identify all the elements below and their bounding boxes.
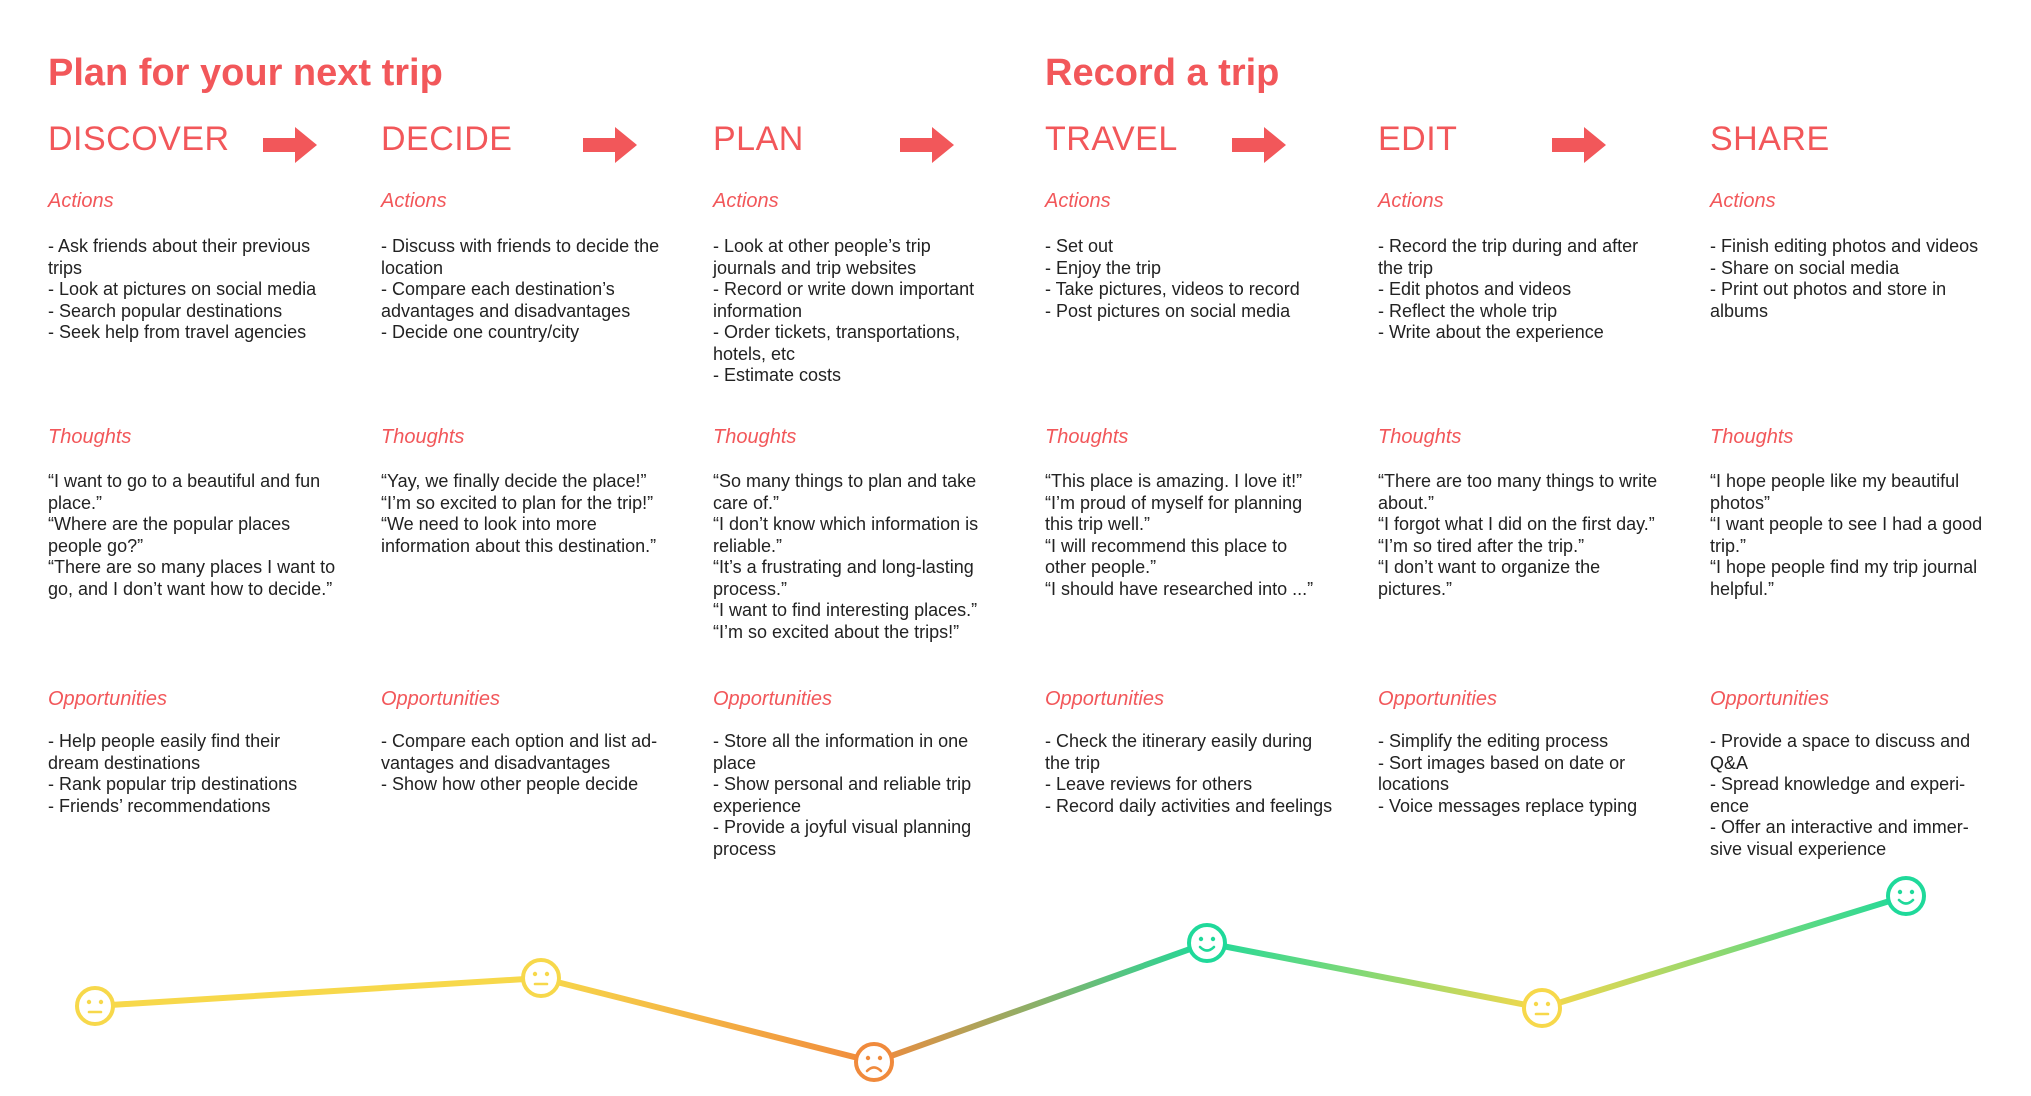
opportunities-line: locations [1378, 774, 1450, 794]
thoughts-line: “I want people to see I had a good [1710, 514, 1983, 534]
opportunities-line: - Spread knowledge and experi- [1710, 774, 1966, 794]
opportunities-line: - Compare each option and list ad- [381, 731, 658, 751]
opportunities-line: - Help people easily find their [48, 731, 281, 751]
opportunities-line: Q&A [1710, 752, 1749, 773]
actions-line: - Look at other people’s trip [713, 236, 931, 256]
actions-line: - Ask friends about their previous [48, 236, 311, 256]
stage-title-decide: DECIDE [381, 120, 513, 158]
section-title-plan: Plan for your next trip [48, 52, 443, 94]
thoughts-line: photos” [1710, 492, 1771, 513]
thoughts-line: people go?” [48, 535, 144, 556]
actions-line: - Seek help from travel agencies [48, 322, 307, 342]
thoughts-line: “I’m so tired after the trip.” [1378, 535, 1585, 556]
thoughts-label: Thoughts [1045, 426, 1129, 448]
opportunities-line: sive visual experience [1710, 838, 1887, 859]
opportunities-line: - Voice messages replace typing [1378, 795, 1638, 816]
arrow-right-icon [1232, 127, 1286, 163]
actions-label: Actions [1378, 190, 1444, 212]
thoughts-line: “I should have researched into ...” [1045, 578, 1314, 599]
thoughts-line: “I forgot what I did on the first day.” [1378, 514, 1655, 534]
opportunities-label: Opportunities [1045, 688, 1164, 710]
actions-line: - Set out [1045, 236, 1114, 256]
actions-line: the trip [1378, 257, 1434, 278]
opportunities-line: - Show personal and reliable trip [713, 774, 972, 794]
thoughts-line: this trip well.” [1045, 514, 1151, 534]
actions-line: - Decide one country/city [381, 322, 580, 342]
thoughts-line: pictures.” [1378, 578, 1453, 599]
section-title-record: Record a trip [1045, 52, 1280, 94]
thoughts-line: care of.” [713, 492, 780, 513]
thoughts-label: Thoughts [381, 426, 465, 448]
opportunities-line: process [713, 838, 777, 859]
thoughts-line: “It’s a frustrating and long-lasting [713, 557, 974, 577]
opportunities-line: - Provide a joyful visual planning [713, 817, 972, 837]
actions-line: - Estimate costs [713, 365, 842, 385]
actions-line: - Enjoy the trip [1045, 257, 1162, 278]
stage-title-edit: EDIT [1378, 120, 1458, 158]
opportunities-label: Opportunities [381, 688, 500, 710]
actions-line: - Search popular destinations [48, 300, 283, 321]
actions-label: Actions [1710, 190, 1776, 212]
arrow-right-icon [263, 127, 317, 163]
actions-line: - Record or write down important [713, 279, 975, 299]
actions-line: - Record the trip during and after [1378, 236, 1639, 256]
opportunities-line: - Show how other people decide [381, 774, 639, 794]
stage-title-share: SHARE [1710, 120, 1830, 158]
arrow-right-icon [1552, 127, 1606, 163]
actions-line: - Post pictures on social media [1045, 300, 1291, 321]
opportunities-line: the trip [1045, 752, 1101, 773]
stage-title-discover: DISCOVER [48, 120, 230, 158]
opportunities-line: place [713, 752, 757, 773]
emotion-segment [95, 978, 541, 1006]
opportunities-line: - Offer an interactive and immer- [1710, 817, 1969, 837]
thoughts-line: “There are so many places I want to [48, 557, 336, 577]
opportunities-line: vantages and disadvantages [381, 752, 611, 773]
actions-line: - Finish editing photos and videos [1710, 236, 1979, 256]
actions-line: - Reflect the whole trip [1378, 300, 1558, 321]
emotion-segment [541, 978, 874, 1062]
sad-face-icon [856, 1044, 892, 1080]
happy-face-icon [1189, 925, 1225, 961]
opportunities-line: - Rank popular trip destinations [48, 774, 298, 794]
actions-line: albums [1710, 300, 1769, 321]
emotion-segment [874, 943, 1207, 1062]
thoughts-line: “I hope people find my trip journal [1710, 557, 1978, 577]
actions-line: location [381, 257, 444, 278]
thoughts-line: “Yay, we finally decide the place!” [381, 471, 647, 491]
actions-line: - Edit photos and videos [1378, 279, 1572, 299]
opportunities-line: experience [713, 795, 802, 816]
opportunities-line: - Sort images based on date or [1378, 752, 1626, 773]
opportunities-line: - Leave reviews for others [1045, 774, 1253, 794]
thoughts-line: “I don’t want to organize the [1378, 557, 1601, 577]
actions-line: - Write about the experience [1378, 322, 1604, 342]
happy-face-icon [1888, 878, 1924, 914]
opportunities-label: Opportunities [1378, 688, 1497, 710]
thoughts-label: Thoughts [1378, 426, 1462, 448]
thoughts-line: “I hope people like my beautiful [1710, 471, 1960, 491]
emotion-segment [1542, 896, 1906, 1008]
thoughts-line: helpful.” [1710, 578, 1775, 599]
thoughts-line: “This place is amazing. I love it!” [1045, 471, 1303, 491]
thoughts-line: reliable.” [713, 535, 783, 556]
actions-label: Actions [381, 190, 447, 212]
opportunities-label: Opportunities [48, 688, 167, 710]
actions-line: information [713, 300, 803, 321]
thoughts-line: process.” [713, 578, 788, 599]
thoughts-label: Thoughts [713, 426, 797, 448]
opportunities-line: - Check the itinerary easily during [1045, 731, 1313, 751]
thoughts-label: Thoughts [48, 426, 132, 448]
neutral-face-icon [1524, 990, 1560, 1026]
actions-line: - Take pictures, videos to record [1045, 279, 1300, 299]
opportunities-line: - Store all the information in one [713, 731, 969, 751]
thoughts-line: “So many things to plan and take [713, 471, 977, 491]
actions-label: Actions [713, 190, 779, 212]
thoughts-line: about.” [1378, 492, 1435, 513]
actions-line: hotels, etc [713, 343, 796, 364]
thoughts-line: “I want to go to a beautiful and fun [48, 471, 321, 491]
thoughts-line: other people.” [1045, 557, 1157, 577]
arrow-right-icon [900, 127, 954, 163]
actions-line: - Look at pictures on social media [48, 279, 317, 299]
opportunities-line: dream destinations [48, 752, 201, 773]
actions-line: advantages and disadvantages [381, 300, 631, 321]
thoughts-line: “I will recommend this place to [1045, 535, 1288, 556]
thoughts-line: “I’m so excited about the trips!” [713, 621, 960, 642]
actions-line: - Share on social media [1710, 257, 1900, 278]
actions-line: - Discuss with friends to decide the [381, 236, 660, 256]
opportunities-line: ence [1710, 795, 1750, 816]
thoughts-line: trip.” [1710, 535, 1746, 556]
actions-line: - Print out photos and store in [1710, 279, 1947, 299]
thoughts-line: “I’m proud of myself for planning [1045, 492, 1303, 513]
thoughts-label: Thoughts [1710, 426, 1794, 448]
thoughts-line: “I don’t know which information is [713, 514, 979, 534]
emotion-segment [1207, 943, 1542, 1008]
opportunities-line: - Record daily activities and feelings [1045, 795, 1333, 816]
thoughts-line: “We need to look into more [381, 514, 597, 534]
actions-line: - Compare each destination’s [381, 279, 615, 299]
actions-label: Actions [48, 190, 114, 212]
actions-line: trips [48, 257, 83, 278]
opportunities-label: Opportunities [1710, 688, 1829, 710]
thoughts-line: information about this destination.” [381, 535, 657, 556]
thoughts-line: go, and I don’t want how to decide.” [48, 578, 333, 599]
actions-label: Actions [1045, 190, 1111, 212]
thoughts-line: “I’m so excited to plan for the trip!” [381, 492, 654, 513]
opportunities-line: - Simplify the editing process [1378, 731, 1609, 751]
stage-title-travel: TRAVEL [1045, 120, 1178, 158]
opportunities-line: - Provide a space to discuss and [1710, 731, 1971, 751]
thoughts-line: place.” [48, 492, 103, 513]
neutral-face-icon [77, 988, 113, 1024]
stage-title-plan: PLAN [713, 120, 804, 158]
thoughts-line: “I want to find interesting places.” [713, 600, 978, 620]
neutral-face-icon [523, 960, 559, 996]
actions-line: - Order tickets, transportations, [713, 322, 961, 342]
arrow-right-icon [583, 127, 637, 163]
actions-line: journals and trip websites [713, 257, 917, 278]
opportunities-label: Opportunities [713, 688, 832, 710]
thoughts-line: “Where are the popular places [48, 514, 291, 534]
thoughts-line: “There are too many things to write [1378, 471, 1658, 491]
opportunities-line: - Friends’ recommendations [48, 795, 271, 816]
